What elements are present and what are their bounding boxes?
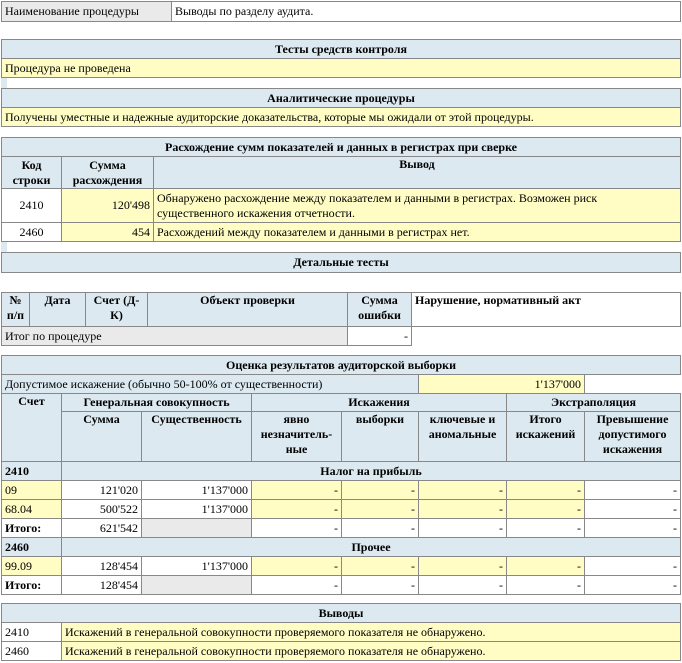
table-row bbox=[2, 642, 681, 661]
discrepancy-block bbox=[1, 137, 681, 242]
group-name: Налог на прибыль bbox=[62, 462, 681, 481]
conclusion-code: 2410 bbox=[2, 623, 62, 642]
group-code: 2410 bbox=[2, 462, 62, 481]
tolerable-label: Допустимое искажение (обычно 50-100% от существенности) bbox=[2, 375, 419, 394]
group-header bbox=[2, 538, 681, 557]
row-sum: 500'522 bbox=[62, 500, 142, 519]
group-name: Прочее bbox=[62, 538, 681, 557]
total-total: - bbox=[507, 519, 585, 538]
col-sum: Сумма расхождения bbox=[62, 157, 154, 189]
col-conclusion: Вывод bbox=[154, 157, 681, 189]
detailed-block bbox=[1, 252, 681, 346]
procedure-value[interactable]: Выводы по разделу аудита. bbox=[172, 2, 681, 22]
conclusions-title: Выводы bbox=[2, 604, 681, 623]
row-excess: - bbox=[585, 557, 681, 576]
col-code: Код строки bbox=[2, 157, 62, 189]
row-trivial[interactable]: - bbox=[252, 500, 342, 519]
col-distortions: Искажения bbox=[252, 394, 507, 412]
spacer bbox=[1, 242, 7, 252]
tolerable-value[interactable]: 1'137'000 bbox=[419, 375, 585, 394]
row-sampled[interactable]: - bbox=[342, 557, 419, 576]
row-sampled[interactable]: - bbox=[342, 481, 419, 500]
conclusion-text[interactable]: Искажений в генеральной совокупности проверяемого показателя не обнаружено. bbox=[62, 623, 681, 642]
total-label: Итого: bbox=[2, 576, 62, 595]
col-account: Счет bbox=[2, 394, 62, 462]
col-excess: Превышение допустимого искажения bbox=[585, 412, 681, 462]
total-sum: 128'454 bbox=[62, 576, 142, 595]
table-row bbox=[2, 189, 681, 223]
total-sum: 621'542 bbox=[62, 519, 142, 538]
row-code: 2460 bbox=[2, 223, 62, 242]
table-row bbox=[2, 623, 681, 642]
row-conclusion[interactable]: Обнаружено расхождение между показателем и данными в регистрах. Возможен риск существенного искажения отчетности. bbox=[154, 189, 681, 223]
total-total: - bbox=[507, 576, 585, 595]
total-excess: - bbox=[585, 576, 681, 595]
total-trivial: - bbox=[252, 519, 342, 538]
spacer bbox=[1, 78, 7, 88]
col-materiality: Существенность bbox=[142, 412, 252, 462]
table-row bbox=[2, 500, 681, 519]
col-population: Генеральная совокупность bbox=[62, 394, 252, 412]
row-conclusion[interactable]: Расхождений между показателем и данными в регистрах нет. bbox=[154, 223, 681, 242]
group-header bbox=[2, 462, 681, 481]
table-row bbox=[2, 481, 681, 500]
total-key: - bbox=[419, 576, 507, 595]
procedure-label: Наименование процедуры bbox=[2, 2, 172, 22]
col-trivial: явно незначитель-ные bbox=[252, 412, 342, 462]
row-excess: - bbox=[585, 481, 681, 500]
row-sum[interactable]: 454 bbox=[62, 223, 154, 242]
row-sum: 128'454 bbox=[62, 557, 142, 576]
row-total[interactable]: - bbox=[507, 557, 585, 576]
row-account[interactable]: 99.09 bbox=[2, 557, 62, 576]
col-date: Дата bbox=[30, 293, 86, 327]
col-sampled: выборки bbox=[342, 412, 419, 462]
col-sum: Сумма bbox=[62, 412, 142, 462]
detailed-title: Детальные тесты bbox=[2, 253, 681, 273]
row-total[interactable]: - bbox=[507, 481, 585, 500]
col-violation: Нарушение, нормативный акт bbox=[412, 293, 681, 327]
col-extrapolation: Экстраполяция bbox=[507, 394, 681, 412]
row-trivial[interactable]: - bbox=[252, 481, 342, 500]
conclusion-text[interactable]: Искажений в генеральной совокупности проверяемого показателя не обнаружено. bbox=[62, 642, 681, 661]
col-object: Объект проверки bbox=[148, 293, 348, 327]
col-error-sum: Сумма ошибки bbox=[348, 293, 412, 327]
group-code: 2460 bbox=[2, 538, 62, 557]
row-account[interactable]: 09 bbox=[2, 481, 62, 500]
blank-cell bbox=[412, 327, 681, 346]
row-materiality: 1'137'000 bbox=[142, 481, 252, 500]
controls-title: Тесты средств контроля bbox=[2, 40, 681, 59]
row-key[interactable]: - bbox=[419, 500, 507, 519]
table-row bbox=[2, 557, 681, 576]
total-trivial: - bbox=[252, 576, 342, 595]
total-row bbox=[2, 576, 681, 595]
conclusions-block bbox=[1, 603, 681, 661]
detailed-total-value: - bbox=[348, 327, 412, 346]
total-sampled: - bbox=[342, 519, 419, 538]
row-key[interactable]: - bbox=[419, 481, 507, 500]
row-total[interactable]: - bbox=[507, 500, 585, 519]
sample-title: Оценка результатов аудиторской выборки bbox=[2, 356, 681, 375]
row-key[interactable]: - bbox=[419, 557, 507, 576]
row-excess: - bbox=[585, 500, 681, 519]
row-sum[interactable]: 120'498 bbox=[62, 189, 154, 223]
total-excess: - bbox=[585, 519, 681, 538]
controls-block bbox=[1, 39, 681, 78]
sample-block bbox=[1, 355, 681, 595]
conclusion-code: 2460 bbox=[2, 642, 62, 661]
total-key: - bbox=[419, 519, 507, 538]
col-key: ключевые и аномальные bbox=[419, 412, 507, 462]
row-materiality: 1'137'000 bbox=[142, 557, 252, 576]
total-materiality-blank bbox=[142, 519, 252, 538]
blank-row bbox=[2, 273, 681, 293]
col-account: Счет (Д-К) bbox=[86, 293, 148, 327]
col-num: № п/п bbox=[2, 293, 30, 327]
controls-text[interactable]: Процедура не проведена bbox=[2, 59, 681, 78]
row-sampled[interactable]: - bbox=[342, 500, 419, 519]
total-row bbox=[2, 519, 681, 538]
col-total-dist: Итого искажений bbox=[507, 412, 585, 462]
total-materiality-blank bbox=[142, 576, 252, 595]
blank-cell bbox=[585, 375, 681, 394]
row-code: 2410 bbox=[2, 189, 62, 223]
total-label: Итого: bbox=[2, 519, 62, 538]
total-sampled: - bbox=[342, 576, 419, 595]
detailed-total-label: Итог по процедуре bbox=[2, 327, 348, 346]
row-materiality: 1'137'000 bbox=[142, 500, 252, 519]
row-sum: 121'020 bbox=[62, 481, 142, 500]
row-account[interactable]: 68.04 bbox=[2, 500, 62, 519]
procedure-block bbox=[1, 1, 681, 22]
row-trivial[interactable]: - bbox=[252, 557, 342, 576]
table-row bbox=[2, 223, 681, 242]
analytic-title: Аналитические процедуры bbox=[2, 89, 681, 108]
discrepancy-title: Расхождение сумм показателей и данных в регистрах при сверке bbox=[2, 138, 681, 157]
analytic-text[interactable]: Получены уместные и надежные аудиторские доказательства, которые мы ожидали от этой процедуры. bbox=[2, 108, 681, 127]
analytic-block bbox=[1, 88, 681, 127]
